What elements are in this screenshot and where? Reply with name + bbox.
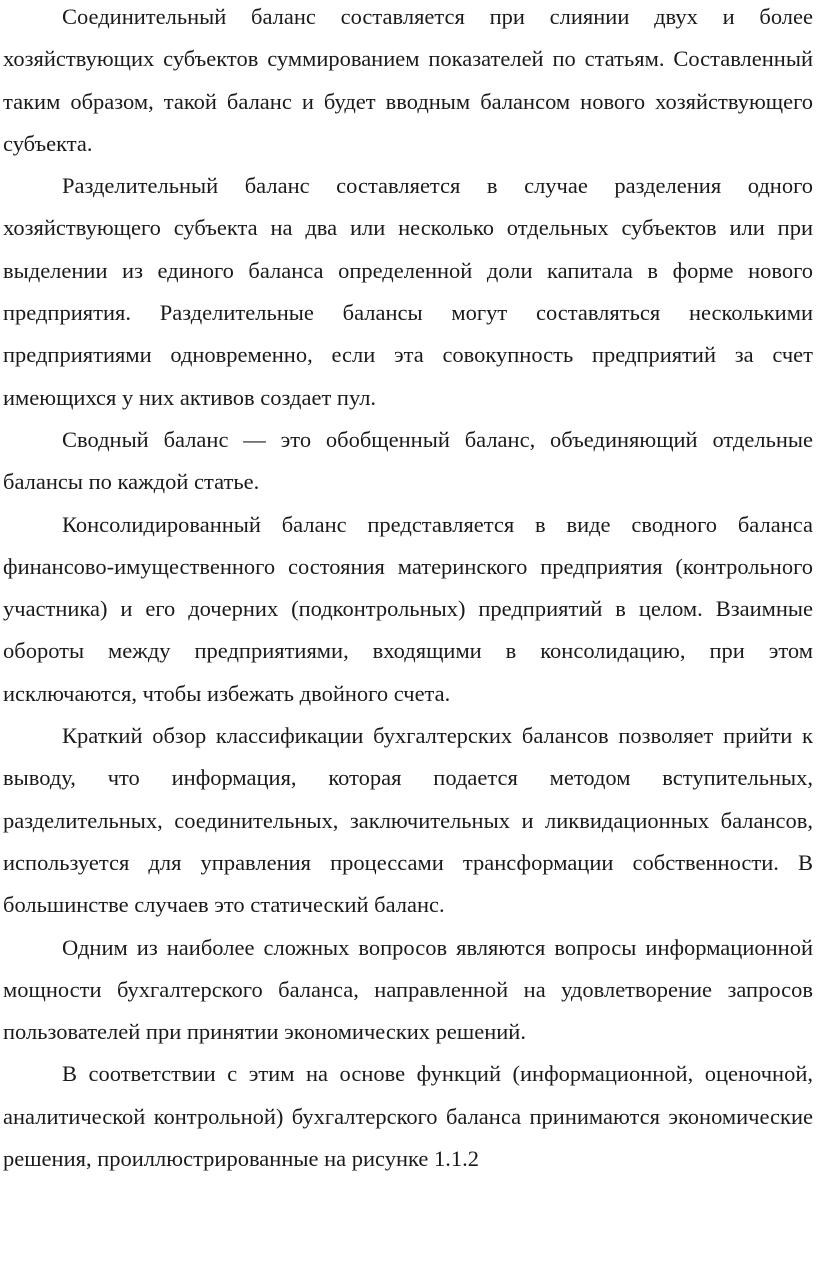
paragraph-division-balance: Разделительный баланс составляется в случае разделения одного хозяйствующего субъекта на два или несколько отдельных субъектов или при выделении из единого баланса определенной доли капитала в форме нового предприятия. Разделительные балансы могут составляться несколькими предприятиями одновременно, если эта совокупность предприятий за счет имеющихся у них активов создает пул.: [3, 173, 813, 410]
paragraph-consolidated-balance: Консолидированный баланс представляется в виде сводного баланса финансово-имущественного состояния материнского предприятия (контрольного участника) и его дочерних (подконтрольных) предприятий в целом. Взаимные обороты между предприятиями, входящими в консолидацию, при этом исключаются, чтобы избежать двойного счета.: [3, 511, 813, 706]
paragraph-classification-overview: Краткий обзор классификации бухгалтерских балансов позволяет прийти к выводу, что информация, которая подается методом вступительных, разделительных, соединительных, заключительных и ликвидационных балансов, используется для управления процессами трансформации собственности. В большинстве случаев это статический баланс.: [3, 723, 813, 918]
document-body: [3, 0, 813, 1180]
paragraph-economic-decisions: В соответствии с этим на основе функций (информационной, оценочной, аналитической контрольной) бухгалтерского баланса принимаются экономические решения, проиллюстрированные на рисунке 1.1.2: [3, 1061, 813, 1172]
paragraph-merger-balance: Соединительный баланс составляется при слиянии двух и более хозяйствующих субъектов суммированием показателей по статьям. Составленный таким образом, такой баланс и будет вводным балансом нового хозяйствующего субъекта.: [3, 4, 813, 156]
paragraph-information-capacity: Одним из наиболее сложных вопросов являются вопросы информационной мощности бухгалтерского баланса, направленной на удовлетворение запросов пользователей при принятии экономических решений.: [3, 934, 813, 1045]
paragraph-summary-balance: Сводный баланс — это обобщенный баланс, объединяющий отдельные балансы по каждой статье.: [3, 426, 813, 495]
